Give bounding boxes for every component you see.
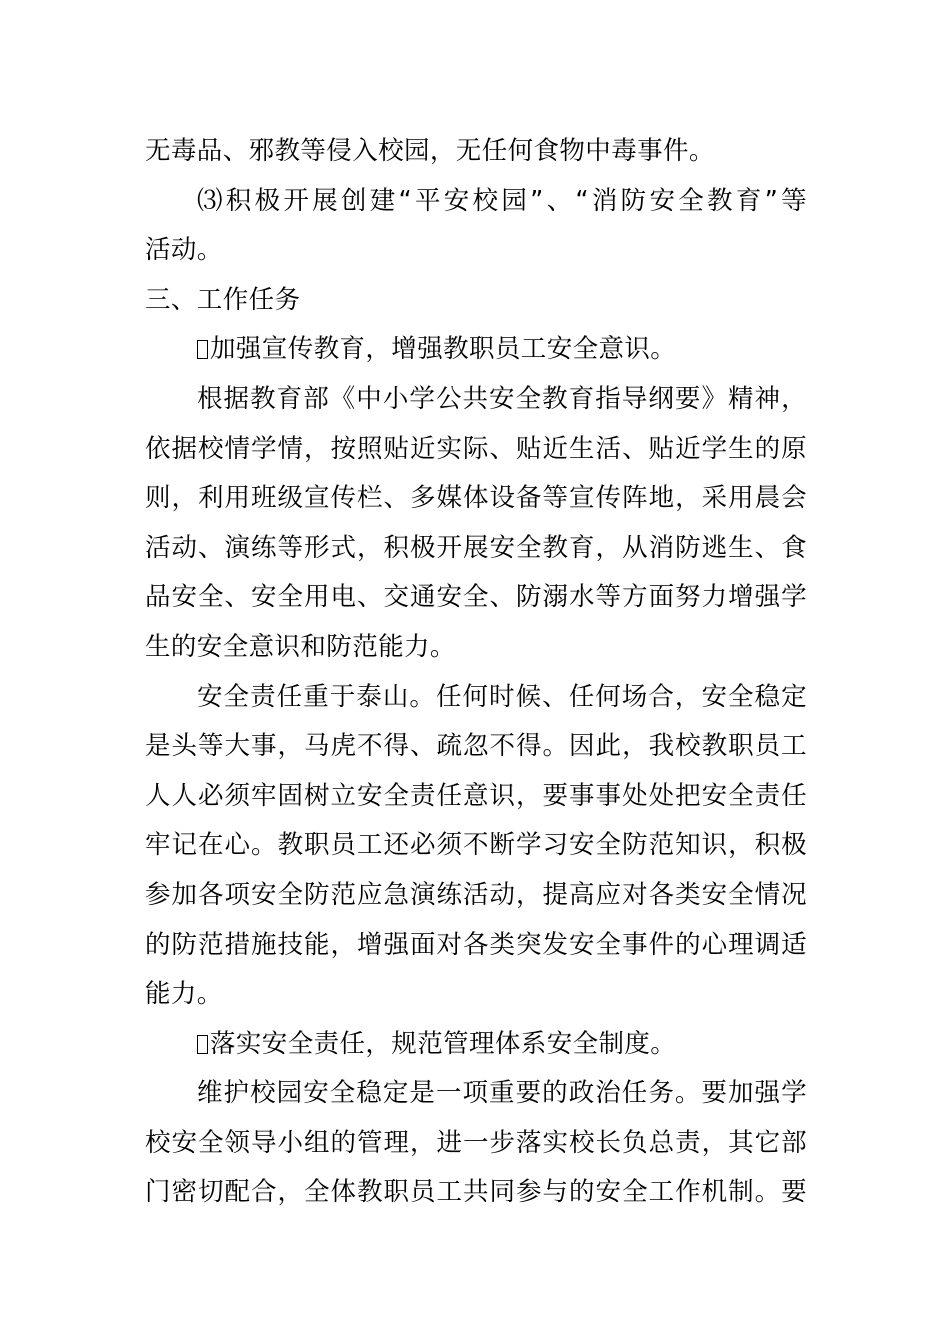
text-line bbox=[145, 970, 807, 1020]
text-line-content: 依据校情学情，按照贴近实际、贴近生活、贴近学生的原 bbox=[145, 433, 807, 464]
text-line-content: 安全责任重于泰山。任何时候、任何场合，安全稳定 bbox=[197, 681, 807, 712]
text-line-content: 活动。 bbox=[145, 235, 223, 266]
text-line bbox=[145, 325, 807, 375]
text-line-content: 校安全领导小组的管理，进一步落实校长负总责，其它部 bbox=[145, 1127, 807, 1158]
text-line-content: 落实安全责任，规范管理体系安全制度。 bbox=[210, 1028, 677, 1059]
missing-glyph-box-icon bbox=[197, 1035, 208, 1054]
missing-glyph-box-icon bbox=[197, 340, 208, 359]
text-line-content: 能力。 bbox=[145, 979, 223, 1010]
text-line-content: 活动、演练等形式，积极开展安全教育，从消防逃生、食 bbox=[145, 532, 807, 563]
text-line bbox=[145, 127, 807, 177]
text-line bbox=[145, 1069, 807, 1119]
text-line bbox=[145, 1168, 807, 1218]
text-line bbox=[145, 375, 807, 425]
text-line-content: 生的安全意识和防范能力。 bbox=[145, 631, 456, 662]
text-line bbox=[145, 474, 807, 524]
text-line-content: 参加各项安全防范应急演练活动，提高应对各类安全情况 bbox=[145, 879, 807, 910]
text-line bbox=[145, 573, 807, 623]
text-line bbox=[145, 425, 807, 475]
text-line-content: 无毒品、邪教等侵入校园，无任何食物中毒事件。 bbox=[145, 136, 715, 166]
text-line bbox=[145, 722, 807, 772]
text-line-content: 的防范措施技能，增强面对各类突发安全事件的心理调适 bbox=[145, 929, 807, 960]
text-line bbox=[145, 623, 807, 673]
text-line-content: 加强宣传教育，增强教职员工安全意识。 bbox=[210, 334, 677, 365]
text-line-content: 品安全、安全用电、交通安全、防溺水等方面努力增强学 bbox=[145, 582, 807, 613]
text-line bbox=[145, 673, 807, 723]
text-line-content: ⑶积极开展创建“平安校园”、“消防安全教育”等 bbox=[197, 185, 807, 216]
text-line-content: 根据教育部《中小学公共安全教育指导纲要》精神， bbox=[197, 383, 807, 414]
document-body bbox=[145, 127, 807, 1218]
text-line-content: 牢记在心。教职员工还必须不断学习安全防范知识，积极 bbox=[145, 830, 807, 861]
text-line-content: 维护校园安全稳定是一项重要的政治任务。要加强学 bbox=[197, 1078, 807, 1109]
text-line-content: 三、工作任务 bbox=[145, 284, 301, 315]
text-line bbox=[145, 871, 807, 921]
text-line bbox=[145, 921, 807, 971]
text-line-content: 人人必须牢固树立安全责任意识，要事事处处把安全责任 bbox=[145, 780, 807, 811]
text-line-content: 则，利用班级宣传栏、多媒体设备等宣传阵地，采用晨会 bbox=[145, 483, 807, 514]
text-line bbox=[145, 1020, 807, 1070]
text-line bbox=[145, 821, 807, 871]
text-line-content: 是头等大事，马虎不得、疏忽不得。因此，我校教职员工 bbox=[145, 731, 807, 762]
text-line bbox=[145, 226, 807, 276]
text-line bbox=[145, 276, 807, 326]
text-line-content: 门密切配合，全体教职员工共同参与的安全工作机制。要 bbox=[145, 1177, 807, 1208]
text-line bbox=[145, 524, 807, 574]
text-line bbox=[145, 772, 807, 822]
text-line bbox=[145, 1119, 807, 1169]
text-line bbox=[145, 177, 807, 227]
